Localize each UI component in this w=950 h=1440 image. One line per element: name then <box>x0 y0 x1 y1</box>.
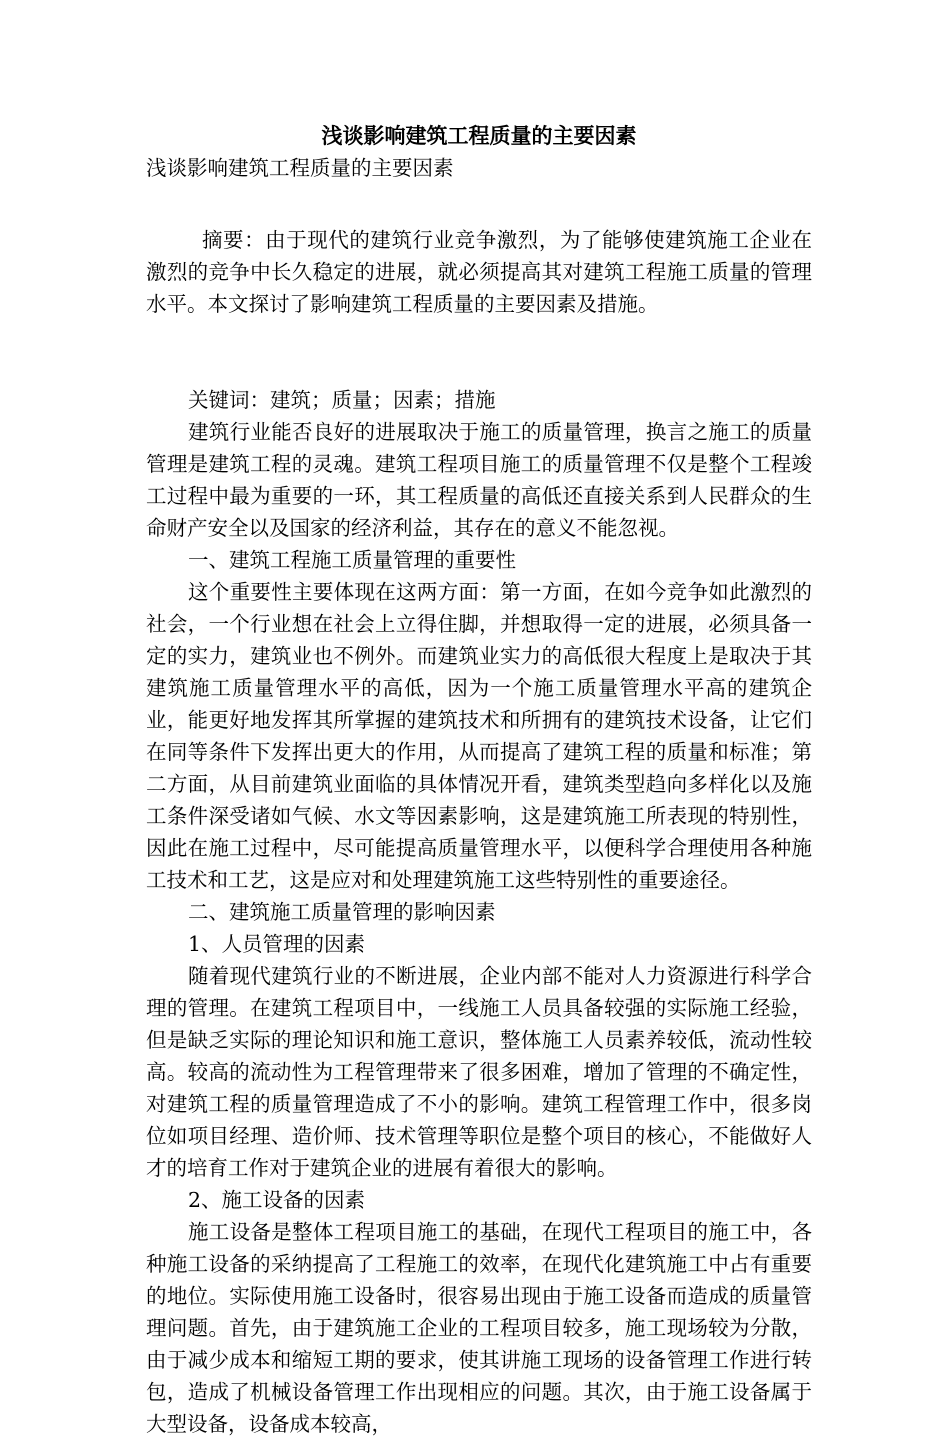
document-subtitle: 浅谈影响建筑工程质量的主要因素 <box>146 156 454 180</box>
subsection-2-paragraph: 施工设备是整体工程项目施工的基础，在现代工程项目的施工中，各种施工设备的采纳提高了工程施工的效率，在现代化建筑施工中占有重要的地位。实际使用施工设备时，很容易出现由于施工设备而造成的质量管理问题。首先，由于建筑施工企业的工程项目较多，施工现场较为分散，由于减少成本和缩短工期的要求，使其讲施工现场的设备管理工作进行转包，造成了机械设备管理工作出现相应的问题。其次，由于施工设备属于大型设备，设备成本较高， <box>146 1220 812 1436</box>
subsection-2-heading: 2、施工设备的因素 <box>188 1188 366 1212</box>
keywords-line: 关键词：建筑；质量；因素；措施 <box>188 388 496 412</box>
section-1-heading: 一、建筑工程施工质量管理的重要性 <box>188 548 516 572</box>
document-body <box>146 0 812 1440</box>
document-title: 浅谈影响建筑工程质量的主要因素 <box>321 123 637 148</box>
subsection-1-paragraph: 随着现代建筑行业的不断进展，企业内部不能对人力资源进行科学合理的管理。在建筑工程项目中，一线施工人员具备较强的实际施工经验，但是缺乏实际的理论知识和施工意识，整体施工人员素养较低，流动性较高。较高的流动性为工程管理带来了很多困难，增加了管理的不确定性，对建筑工程的质量管理造成了不小的影响。建筑工程管理工作中，很多岗位如项目经理、造价师、技术管理等职位是整个项目的核心，不能做好人才的培育工作对于建筑企业的进展有着很大的影响。 <box>146 964 812 1180</box>
intro-paragraph: 建筑行业能否良好的进展取决于施工的质量管理，换言之施工的质量管理是建筑工程的灵魂。建筑工程项目施工的质量管理不仅是整个工程竣工过程中最为重要的一环，其工程质量的高低还直接关系到人民群众的生命财产安全以及国家的经济利益，其存在的意义不能忽视。 <box>146 420 812 540</box>
section-1-paragraph: 这个重要性主要体现在这两方面：第一方面，在如今竞争如此激烈的社会，一个行业想在社会上立得住脚，并想取得一定的进展，必须具备一定的实力，建筑业也不例外。而建筑业实力的高低很大程度上是取决于其建筑施工质量管理水平的高低，因为一个施工质量管理水平高的建筑企业，能更好地发挥其所掌握的建筑技术和所拥有的建筑技术设备，让它们在同等条件下发挥出更大的作用，从而提高了建筑工程的质量和标准；第二方面，从目前建筑业面临的具体情况开看，建筑类型趋向多样化以及施工条件深受诸如气候、水文等因素影响，这是建筑施工所表现的特别性，因此在施工过程中，尽可能提高质量管理水平，以便科学合理使用各种施工技术和工艺，这是应对和处理建筑施工这些特别性的重要途径。 <box>146 580 812 892</box>
subsection-1-heading: 1、人员管理的因素 <box>188 932 366 956</box>
section-2-heading: 二、建筑施工质量管理的影响因素 <box>188 900 496 924</box>
abstract-paragraph: 摘要：由于现代的建筑行业竞争激烈，为了能够使建筑施工企业在激烈的竞争中长久稳定的进展，就必须提高其对建筑工程施工质量的管理水平。本文探讨了影响建筑工程质量的主要因素及措施。 <box>146 228 812 316</box>
